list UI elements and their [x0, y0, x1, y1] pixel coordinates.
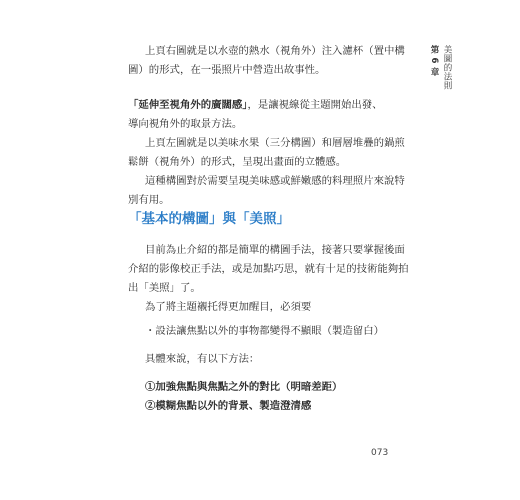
section-line-4: 為了將主題襯托得更加醒目，必須要 — [145, 301, 312, 313]
paragraph-3-line-2: 鬆餅（視角外）的形式，呈現出畫面的立體感。 — [128, 156, 347, 168]
method-intro: 具體來說，有以下方法： — [145, 353, 260, 365]
section-heading: 「基本的構圖」與「美照」 — [128, 211, 290, 227]
chapter-sidebar — [428, 45, 454, 90]
paragraph-2-rest: ，是讓視線從主題開始出發、 — [247, 99, 383, 111]
paragraph-3-line-1: 上頁左圖就是以美味水果（三分構圖）和層層堆疊的鍋煎 — [145, 137, 405, 149]
section-line-3: 出「美照」了。 — [128, 282, 201, 294]
chapter-title: 美圖的法則 — [442, 45, 452, 90]
paragraph-1-line-2: 圖）的形式，在一張照片中營造出故事性。 — [128, 64, 326, 76]
method-2: ②模糊焦點以外的背景、製造澄清感 — [145, 400, 312, 412]
paragraph-2-line-1 — [128, 96, 383, 115]
paragraph-4-line-2: 別有用。 — [128, 194, 170, 206]
section-line-2: 介紹的影像校正手法，或是加點巧思，就有十足的技術能夠拍 — [128, 263, 409, 275]
page-number: 073 — [371, 448, 389, 458]
emphasis-quote: 「延伸至視角外的廣闊感」 — [128, 99, 248, 111]
chapter-label: 第 6 章 — [429, 45, 439, 77]
paragraph-4-line-1: 這種構圖對於需要呈現美味感或鮮嫩感的料理照片來說特 — [145, 175, 405, 187]
paragraph-1-line-1: 上頁右圖就是以水壺的熱水（視角外）注入濾杯（置中構 — [145, 45, 405, 57]
method-1: ①加強焦點與焦點之外的對比（明暗差距） — [145, 381, 343, 393]
section-line-1: 目前為止介紹的都是簡單的構圖手法，接著只要掌握後面 — [145, 244, 405, 256]
bullet-item: ・設法讓焦點以外的事物都變得不顯眼（製造留白） — [145, 325, 384, 337]
paragraph-2-line-2: 導向視角外的取景方法。 — [128, 118, 243, 130]
